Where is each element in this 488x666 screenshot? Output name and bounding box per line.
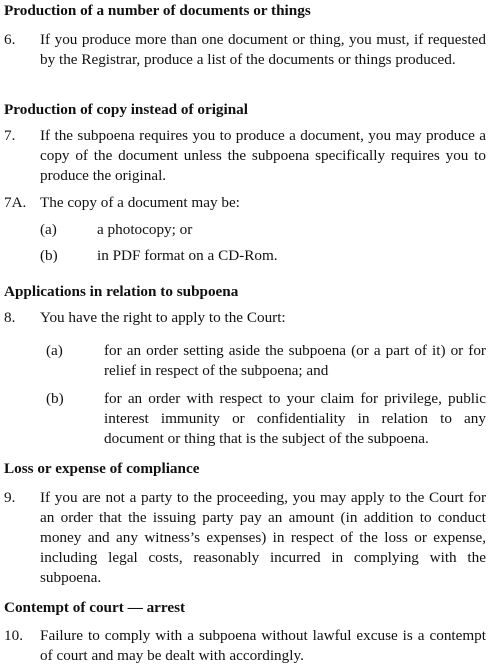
list-item-text: in PDF format on a CD-Rom. [97, 247, 278, 264]
paragraph-text: The copy of a document may be: [40, 194, 240, 211]
paragraph-text: If you are not a party to the proceeding, you may apply to the Court for an order that the issuing party pay an amount (in addition to conduct money and any witness’s expenses) in respect of the loss or expense, including legal costs, reasonably incurred in complying with the subpoena. [40, 489, 486, 586]
section-heading: Contempt of court — arrest [4, 599, 186, 616]
paragraph-text: If you produce more than one document or thing, you must, if requested by the Registrar, produce a list of the documents or things produced. [40, 31, 486, 68]
paragraph-number: 7A. [4, 194, 27, 211]
paragraph-text: Failure to comply with a subpoena without lawful excuse is a contempt of court and may be dealt with accordingly. [40, 627, 486, 664]
paragraph-number: 7. [4, 127, 16, 144]
list-item-label: (a) [40, 221, 57, 238]
list-item-text: for an order with respect to your claim for privilege, public interest immunity or confidentiality in relation to any document or thing that is the subject of the subpoena. [104, 390, 486, 447]
paragraph-text: If the subpoena requires you to produce a document, you may produce a copy of the document unless the subpoena specifically requires you to produce the original. [40, 127, 486, 184]
section-heading: Applications in relation to subpoena [4, 283, 239, 300]
section-heading: Loss or expense of compliance [4, 460, 200, 477]
list-item-label: (b) [46, 390, 64, 407]
paragraph-text: You have the right to apply to the Court: [40, 309, 286, 326]
list-item-label: (a) [46, 342, 63, 359]
section-heading: Production of copy instead of original [4, 101, 248, 118]
list-item-text: for an order setting aside the subpoena (or a part of it) or for relief in respect of the subpoena; and [104, 342, 486, 379]
paragraph-number: 6. [4, 31, 16, 48]
list-item-text: a photocopy; or [97, 221, 193, 238]
section-heading: Production of a number of documents or things [4, 2, 311, 19]
list-item-label: (b) [40, 247, 58, 264]
paragraph-number: 10. [4, 627, 23, 644]
paragraph-number: 9. [4, 489, 16, 506]
paragraph-number: 8. [4, 309, 16, 326]
